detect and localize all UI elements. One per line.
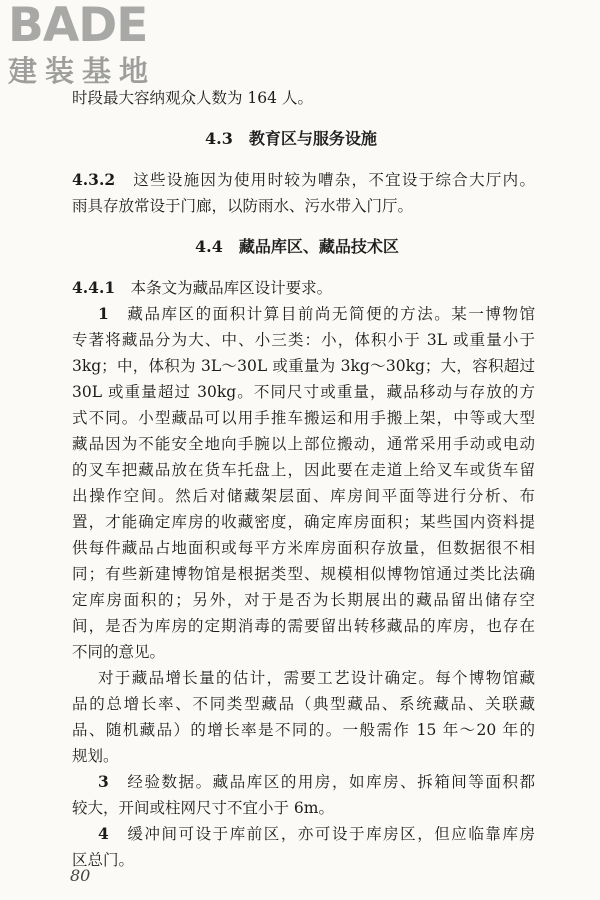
text-line: 不同的意见。 xyxy=(72,643,166,661)
text-line: 雨具存放常设于门廊，以防雨水、污水带入门厅。 xyxy=(72,197,414,215)
text-line: 3kg；中，体积为 3L～30L 或重量为 3kg～30kg；大，容积超过 xyxy=(72,357,535,375)
logo-text: BADE xyxy=(8,0,148,53)
logo-subtitle: 建装基地 xyxy=(8,54,157,88)
clause-number: 4.4.1 xyxy=(72,278,116,297)
text-line: 间，是否为库房的定期消毒的需要留出转移藏品的库房，也存在 xyxy=(72,617,535,635)
clause-number: 4.3.2 xyxy=(72,170,116,189)
paragraph-4-4-1 xyxy=(72,278,332,298)
item-number: 4 xyxy=(98,824,109,843)
item-number: 1 xyxy=(98,304,109,323)
text-line: 时段最大容纳观众人数为 164 人。 xyxy=(72,89,313,107)
text-line: 较大，开间或柱网尺寸不宜小于 6m。 xyxy=(72,799,334,817)
text-line: 品、随机藏品）的增长率是不同的。一般需作 15 年～20 年的 xyxy=(72,721,535,739)
text-line: 本条文为藏品库区设计要求。 xyxy=(130,279,333,297)
text-line: 供每件藏品占地面积或每平方米库房面积存放量，但数据很不相 xyxy=(72,539,535,557)
text-line: 出操作空间。然后对储藏架层面、库房间平面等进行分析、布 xyxy=(72,487,535,505)
text-line: 经验数据。藏品库区的用房，如库房、拆箱间等面积都 xyxy=(127,773,535,791)
text-line: 式不同。小型藏品可以用手推车搬运和用手搬上架，中等或大型 xyxy=(72,409,535,427)
text-line: 专著将藏品分为大、中、小三类：小，体积小于 3L 或重量小于 xyxy=(72,331,535,349)
text-line: 规划。 xyxy=(72,747,119,765)
watermark-logo xyxy=(2,0,177,92)
list-item-1 xyxy=(98,304,535,324)
paragraph-4-3-2 xyxy=(72,170,535,190)
text-line: 定库房面积的；另外，对于是否为长期展出的藏品留出储存空 xyxy=(72,591,535,609)
section-heading-4-3: 4.3 教育区与服务设施 xyxy=(205,129,377,148)
text-line: 藏品库区的面积计算目前尚无简便的方法。某一博物馆 xyxy=(127,305,535,323)
text-line: 30L 或重量超过 30kg。不同尺寸或重量，藏品移动与存放的方 xyxy=(72,383,535,401)
text-line: 的叉车把藏品放在货车托盘上，因此要在走道上给叉车或货车留 xyxy=(72,461,535,479)
page-number: 80 xyxy=(70,866,91,885)
text-line: 同；有些新建博物馆是根据类型、规模相似博物馆通过类比法确 xyxy=(72,565,535,583)
text-line: 品的总增长率、不同类型藏品（典型藏品、系统藏品、关联藏 xyxy=(72,695,535,713)
text-line: 区总门。 xyxy=(72,851,135,869)
list-item-4 xyxy=(98,824,535,844)
text-line: 对于藏品增长量的估计，需要工艺设计确定。每个博物馆藏 xyxy=(98,669,535,687)
text-line: 缓冲间可设于库前区，亦可设于库房区，但应临靠库房 xyxy=(127,825,535,843)
item-number: 3 xyxy=(98,772,109,791)
list-item-3 xyxy=(98,772,535,792)
text-line: 藏品因为不能安全地向手腕以上部位搬动，通常采用手动或电动 xyxy=(72,435,535,453)
text-line: 置，才能确定库房的收藏密度，确定库房面积；某些国内资料提 xyxy=(72,513,535,531)
text-line: 这些设施因为使用时较为嘈杂，不宜设于综合大厅内。 xyxy=(133,171,535,189)
section-heading-4-4: 4.4 藏品库区、藏品技术区 xyxy=(195,237,399,256)
